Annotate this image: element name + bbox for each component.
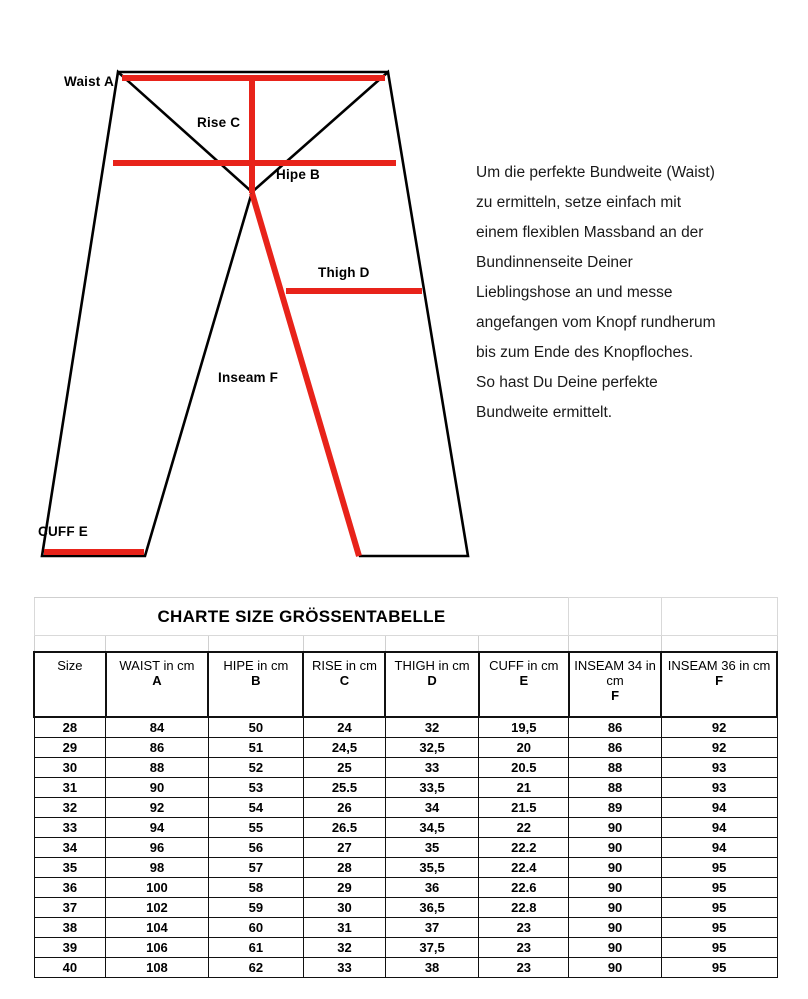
measurement-instructions xyxy=(476,158,786,428)
measurement-cell: 37,5 xyxy=(385,938,478,958)
measurement-cell: 26 xyxy=(303,798,385,818)
table-row xyxy=(34,838,777,858)
measurement-cell: 90 xyxy=(569,878,661,898)
column-header xyxy=(385,652,478,717)
measurement-cell: 57 xyxy=(208,858,303,878)
size-cell: 37 xyxy=(34,898,106,918)
measurement-cell: 92 xyxy=(661,717,777,738)
measurement-cell: 94 xyxy=(661,838,777,858)
measurement-cell: 22.8 xyxy=(479,898,569,918)
column-header xyxy=(208,652,303,717)
column-header-title: Size xyxy=(57,658,83,673)
measurement-cell: 88 xyxy=(569,758,661,778)
instruction-line: Um die perfekte Bundweite (Waist) xyxy=(476,164,715,181)
measurement-cell: 104 xyxy=(106,918,208,938)
table-row xyxy=(34,798,777,818)
measurement-cell: 33 xyxy=(303,958,385,978)
measurement-cell: 32 xyxy=(303,938,385,958)
column-header xyxy=(34,652,106,717)
measurement-cell: 94 xyxy=(106,818,208,838)
table-row xyxy=(34,758,777,778)
size-cell: 36 xyxy=(34,878,106,898)
diagram-label-hipe: Hipe B xyxy=(276,167,320,182)
measurement-cell: 53 xyxy=(208,778,303,798)
measurement-cell: 59 xyxy=(208,898,303,918)
measurement-cell: 90 xyxy=(569,938,661,958)
size-chart-container xyxy=(33,597,778,978)
size-cell: 30 xyxy=(34,758,106,778)
measurement-cell: 102 xyxy=(106,898,208,918)
measurement-cell: 60 xyxy=(208,918,303,938)
measurement-cell: 34 xyxy=(385,798,478,818)
table-row xyxy=(34,898,777,918)
measurement-cell: 50 xyxy=(208,717,303,738)
measurement-cell: 55 xyxy=(208,818,303,838)
diagram-label-thigh: Thigh D xyxy=(318,265,370,280)
measurement-cell: 95 xyxy=(661,858,777,878)
table-row xyxy=(34,958,777,978)
spacer-cell xyxy=(569,636,661,653)
column-header-code: C xyxy=(339,673,350,688)
measurement-cell: 25 xyxy=(303,758,385,778)
measurement-cell: 23 xyxy=(479,938,569,958)
table-row xyxy=(34,778,777,798)
measurement-cell: 86 xyxy=(106,738,208,758)
size-cell: 28 xyxy=(34,717,106,738)
instruction-line: zu ermitteln, setze einfach mit xyxy=(476,194,682,211)
measurement-cell: 51 xyxy=(208,738,303,758)
measurement-cell: 36,5 xyxy=(385,898,478,918)
measurement-cell: 96 xyxy=(106,838,208,858)
measurement-cell: 22.4 xyxy=(479,858,569,878)
column-header-code: F xyxy=(715,673,724,688)
diagram-label-waist: Waist A xyxy=(64,74,114,89)
column-header xyxy=(303,652,385,717)
measurement-cell: 108 xyxy=(106,958,208,978)
measurement-cell: 89 xyxy=(569,798,661,818)
spacer-cell xyxy=(303,636,385,653)
measurement-cell: 56 xyxy=(208,838,303,858)
column-header-title: HIPE in cm xyxy=(223,658,289,673)
table-title: CHARTE SIZE GRÖSSENTABELLE xyxy=(34,598,569,636)
measurement-cell: 61 xyxy=(208,938,303,958)
measurement-cell: 32 xyxy=(385,717,478,738)
column-header-code: A xyxy=(152,673,162,688)
measurement-cell: 100 xyxy=(106,878,208,898)
measurement-cell: 35,5 xyxy=(385,858,478,878)
table-row xyxy=(34,738,777,758)
column-header xyxy=(661,652,777,717)
measurement-cell: 90 xyxy=(569,918,661,938)
measurement-cell: 52 xyxy=(208,758,303,778)
measurement-cell: 88 xyxy=(106,758,208,778)
measurement-cell: 90 xyxy=(569,898,661,918)
size-cell: 34 xyxy=(34,838,106,858)
measurement-cell: 24,5 xyxy=(303,738,385,758)
measurement-cell: 106 xyxy=(106,938,208,958)
instruction-line: Lieblingshose an und messe xyxy=(476,284,673,301)
size-cell: 31 xyxy=(34,778,106,798)
measurement-cell: 30 xyxy=(303,898,385,918)
table-title-blank-2 xyxy=(661,598,777,636)
table-row xyxy=(34,717,777,738)
measurement-cell: 93 xyxy=(661,758,777,778)
measurement-cell: 98 xyxy=(106,858,208,878)
measurement-cell: 92 xyxy=(661,738,777,758)
column-header-code: F xyxy=(611,688,620,703)
measurement-cell: 92 xyxy=(106,798,208,818)
measurement-cell: 31 xyxy=(303,918,385,938)
measurement-cell: 19,5 xyxy=(479,717,569,738)
column-header xyxy=(569,652,661,717)
column-header-title: WAIST in cm xyxy=(119,658,195,673)
measurement-cell: 54 xyxy=(208,798,303,818)
size-chart-table xyxy=(33,597,778,978)
measurement-cell: 28 xyxy=(303,858,385,878)
size-cell: 33 xyxy=(34,818,106,838)
measurement-cell: 33 xyxy=(385,758,478,778)
measurement-cell: 94 xyxy=(661,798,777,818)
measurement-cell: 20.5 xyxy=(479,758,569,778)
instruction-line: Bundinnenseite Deiner xyxy=(476,254,633,271)
measurement-cell: 58 xyxy=(208,878,303,898)
table-header-row xyxy=(34,652,777,717)
measurement-cell: 33,5 xyxy=(385,778,478,798)
spacer-cell xyxy=(34,636,106,653)
measurement-cell: 93 xyxy=(661,778,777,798)
measurement-cell: 95 xyxy=(661,898,777,918)
spacer-cell xyxy=(479,636,569,653)
spacer-cell xyxy=(106,636,208,653)
measurement-cell: 95 xyxy=(661,938,777,958)
measurement-cell: 38 xyxy=(385,958,478,978)
size-cell: 35 xyxy=(34,858,106,878)
measurement-cell: 90 xyxy=(569,958,661,978)
measurement-cell: 21 xyxy=(479,778,569,798)
column-header xyxy=(479,652,569,717)
column-header xyxy=(106,652,208,717)
measurement-cell: 94 xyxy=(661,818,777,838)
measurement-cell: 25.5 xyxy=(303,778,385,798)
instruction-line: Bundweite ermittelt. xyxy=(476,404,613,421)
measurement-cell: 23 xyxy=(479,918,569,938)
spacer-cell xyxy=(661,636,777,653)
table-row xyxy=(34,818,777,838)
measurement-cell: 90 xyxy=(106,778,208,798)
measurement-cell: 32,5 xyxy=(385,738,478,758)
table-spacer-row xyxy=(34,636,777,653)
measurement-cell: 22.2 xyxy=(479,838,569,858)
measurement-cell: 29 xyxy=(303,878,385,898)
column-header-code: E xyxy=(519,673,529,688)
measurement-cell: 36 xyxy=(385,878,478,898)
diagram-label-rise: Rise C xyxy=(197,115,241,130)
spacer-cell xyxy=(385,636,478,653)
size-cell: 29 xyxy=(34,738,106,758)
column-header-title: INSEAM 36 in cm xyxy=(667,658,771,673)
instruction-line: So hast Du Deine perfekte xyxy=(476,374,658,391)
table-row xyxy=(34,938,777,958)
measurement-cell: 95 xyxy=(661,958,777,978)
measurement-cell: 23 xyxy=(479,958,569,978)
column-header-title: RISE in cm xyxy=(311,658,377,673)
size-cell: 39 xyxy=(34,938,106,958)
table-row xyxy=(34,878,777,898)
table-row xyxy=(34,858,777,878)
measurement-cell: 90 xyxy=(569,858,661,878)
measurement-cell: 22.6 xyxy=(479,878,569,898)
instruction-line: einem flexiblen Massband an der xyxy=(476,224,704,241)
measurement-cell: 86 xyxy=(569,717,661,738)
measurement-cell: 20 xyxy=(479,738,569,758)
measurement-cell: 22 xyxy=(479,818,569,838)
measurement-cell: 88 xyxy=(569,778,661,798)
measurement-cell: 90 xyxy=(569,818,661,838)
column-header-title: THIGH in cm xyxy=(394,658,470,673)
measurement-cell: 24 xyxy=(303,717,385,738)
size-cell: 32 xyxy=(34,798,106,818)
table-row xyxy=(34,918,777,938)
size-cell: 38 xyxy=(34,918,106,938)
column-header-title: INSEAM 34 in cm xyxy=(574,658,656,688)
table-title-row xyxy=(34,598,777,636)
measurement-cell: 37 xyxy=(385,918,478,938)
column-header-code: D xyxy=(427,673,437,688)
measurement-cell: 86 xyxy=(569,738,661,758)
measurement-cell: 27 xyxy=(303,838,385,858)
measurement-cell: 84 xyxy=(106,717,208,738)
column-header-title: CUFF in cm xyxy=(489,658,559,673)
table-title-blank-1 xyxy=(569,598,661,636)
measurement-cell: 35 xyxy=(385,838,478,858)
measurement-cell: 95 xyxy=(661,878,777,898)
instruction-line: angefangen vom Knopf rundherum xyxy=(476,314,716,331)
measurement-cell: 34,5 xyxy=(385,818,478,838)
measurement-cell: 95 xyxy=(661,918,777,938)
diagram-label-cuff: CUFF E xyxy=(38,524,88,539)
instruction-line: bis zum Ende des Knopfloches. xyxy=(476,344,694,361)
diagram-label-inseam: Inseam F xyxy=(218,370,279,385)
measurement-cell: 21.5 xyxy=(479,798,569,818)
size-cell: 40 xyxy=(34,958,106,978)
measurement-cell: 62 xyxy=(208,958,303,978)
column-header-code: B xyxy=(251,673,261,688)
measurement-cell: 26.5 xyxy=(303,818,385,838)
measurement-cell: 90 xyxy=(569,838,661,858)
spacer-cell xyxy=(208,636,303,653)
